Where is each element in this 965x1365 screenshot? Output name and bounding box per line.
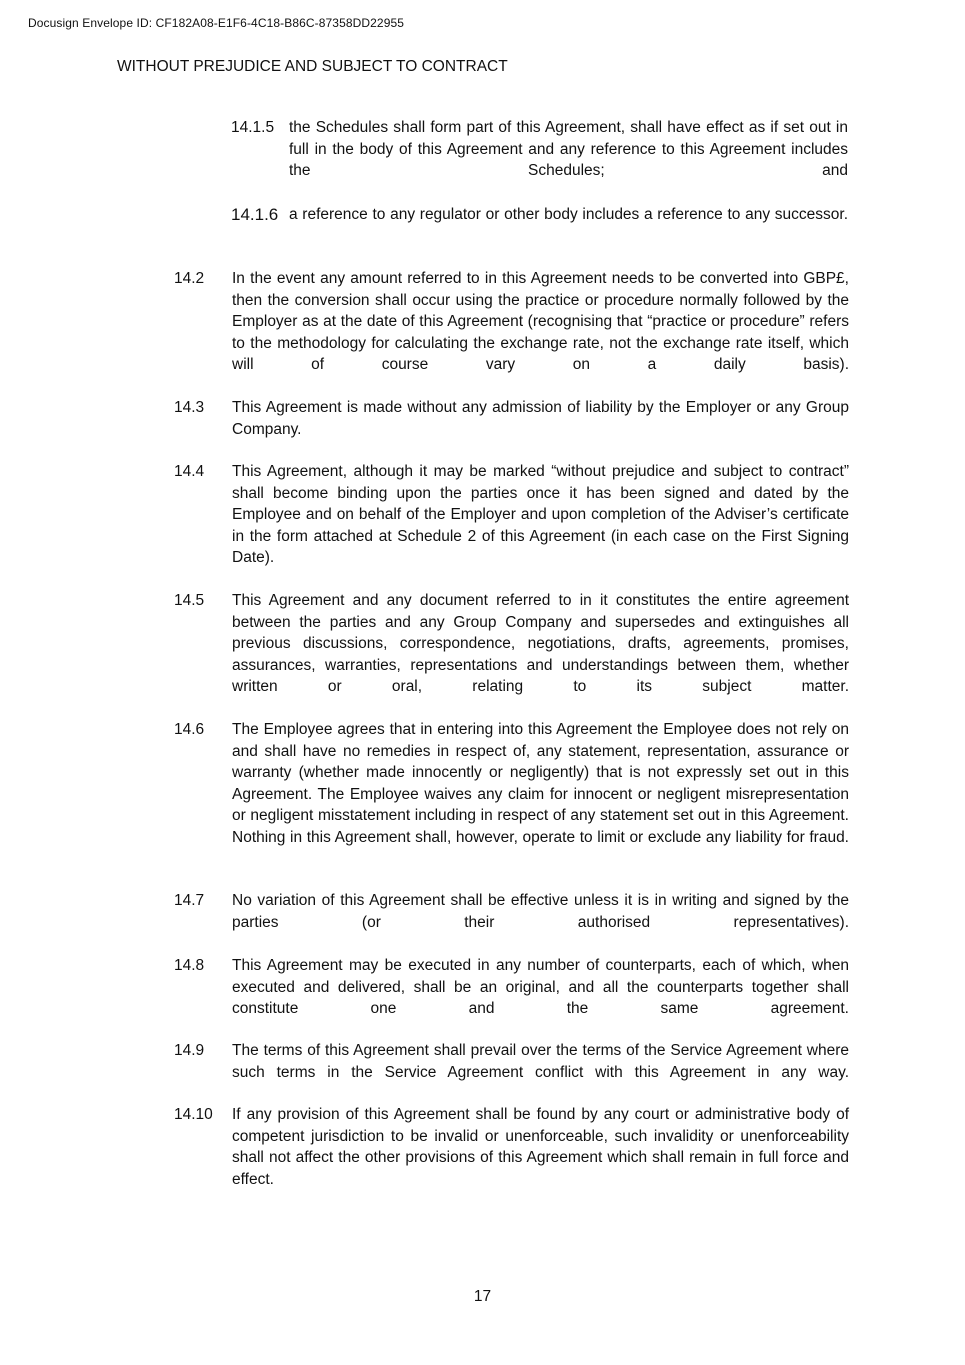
clause-text: If any provision of this Agreement shall be found by any court or administrative body of competent jurisdiction to be invalid or unenforceable, such invalidity or unenforceability shall not affect the other provisions of this Agreement which shall remain in full force and effect. (232, 1106, 849, 1188)
clause-number: 14.6 (174, 721, 205, 738)
clause-number: 14.1.6 (231, 205, 279, 224)
clause-text: This Agreement and any document referred to in it constitutes the entire agreement between the parties and any Group Company and supersedes and extinguishes all previous discussions, correspondence, negotiations, drafts, agreements, promises, assurances, warranties, representations and understandings between them, whether written or oral, relating to its subject matter. (232, 592, 849, 696)
clause-number: 14.8 (174, 957, 205, 974)
clause-text: This Agreement, although it may be marked “without prejudice and subject to contract” shall become binding upon the parties once it has been signed and dated by the Employee and on behalf of the Employer and upon completion of the Adviser’s certificate in the form attached at Schedule 2 of this Agreement (in each case on the First Signing Date). (232, 463, 849, 567)
page-number: 17 (473, 1288, 492, 1305)
clause-text: The terms of this Agreement shall prevail over the terms of the Service Agreement where such terms in the Service Agreement conflict with this Agreement in any way. (232, 1042, 849, 1081)
clause-text: a reference to any regulator or other body includes a reference to any successor. (289, 206, 848, 223)
clause-text: The Employee agrees that in entering into this Agreement the Employee does not rely on and shall have no remedies in respect of, any statement, representation, assurance or warranty (whether made innocently or negligently) that is not expressly set out in this Agreement. The Employee waives any claim for innocent or negligent misrepresentation or negligent misstatement including in respect of any statement set out in this Agreement. Nothing in this Agreement shall, however, operate to limit or exclude any liability for fraud. (232, 721, 849, 846)
clause-text: This Agreement is made without any admission of liability by the Employer or any Group Company. (232, 399, 849, 438)
clause-number: 14.5 (174, 592, 205, 609)
document-header: WITHOUT PREJUDICE AND SUBJECT TO CONTRACT (117, 58, 508, 75)
sub-clause-14-1-6 (231, 204, 848, 248)
clause-number: 14.10 (174, 1106, 213, 1123)
clause-text: No variation of this Agreement shall be effective unless it is in writing and signed by the parties (or their authorised representatives). (232, 892, 849, 931)
sub-clause-14-1-5 (231, 117, 848, 183)
clause-number: 14.7 (174, 892, 205, 909)
clause-number: 14.4 (174, 463, 205, 480)
clause-number: 14.9 (174, 1042, 205, 1059)
clause-text: the Schedules shall form part of this Agreement, shall have effect as if set out in full in the body of this Agreement and any reference to this Agreement includes the Schedules; and (289, 119, 848, 180)
clause-text: In the event any amount referred to in this Agreement needs to be converted into GBP£, then the conversion shall occur using the practice or procedure normally followed by the Employer as at the date of this Agreement (recognising that “practice or procedure” refers to the methodology for calculating the exchange rate, not the exchange rate itself, which will of course vary on a daily basis). (232, 270, 849, 374)
clause-number: 14.2 (174, 270, 205, 287)
envelope-id: Docusign Envelope ID: CF182A08-E1F6-4C18-B86C-87358DD22955 (28, 16, 405, 30)
clause-number: 14.3 (174, 399, 205, 416)
clause-text: This Agreement may be executed in any number of counterparts, each of which, when executed and delivered, shall be an original, and all the counterparts together shall constitute one and the same agreement. (232, 957, 849, 1018)
clause-number: 14.1.5 (231, 119, 275, 136)
